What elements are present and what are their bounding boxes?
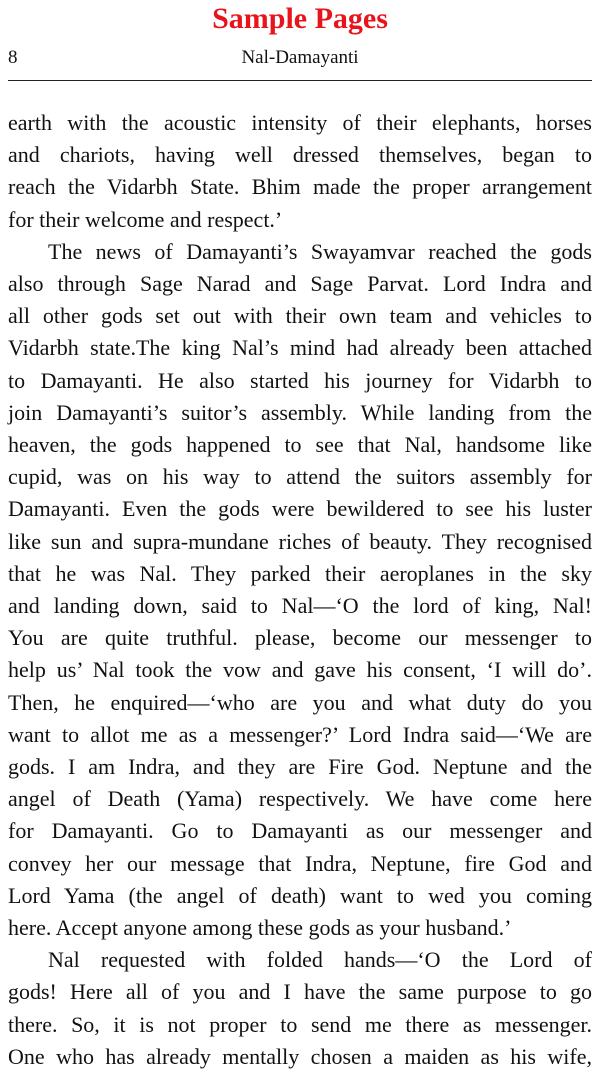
text-line: You are quite truthful. please, become our messenger to	[8, 625, 592, 651]
text-line: cupid, was on his way to attend the suitors assembly for	[8, 464, 592, 490]
text-line: to Damayanti. He also started his journey for Vidarbh to	[8, 367, 592, 393]
text-line: The news of Damayanti’s Swayamvar reached the gods	[48, 238, 592, 264]
text-line: join Damayanti’s suitor’s assembly. While landing from the	[8, 399, 592, 425]
text-line: that he was Nal. They parked their aeroplanes in the sky	[8, 560, 592, 586]
text-line: earth with the acoustic intensity of their elephants, horses	[8, 110, 592, 135]
sample-pages-banner: Sample Pages	[212, 2, 388, 35]
text-line: angel of Death (Yama) respectively. We have come here	[8, 786, 592, 812]
text-line: heaven, the gods happened to see that Nal, handsome like	[8, 432, 592, 458]
text-line: and landing down, said to Nal—‘O the lord of king, Nal!	[8, 593, 592, 619]
text-line: gods. I am Indra, and they are Fire God. Neptune and the	[8, 754, 592, 780]
page-number: 8	[8, 47, 18, 68]
text-line: for their welcome and respect.’	[8, 206, 283, 232]
running-title: Nal-Damayanti	[241, 47, 359, 68]
text-line: One who has already mentally chosen a maiden as his wife,	[8, 1043, 592, 1069]
text-line: here. Accept anyone among these gods as your husband.’	[8, 915, 512, 941]
paragraph	[8, 107, 592, 236]
text-line: want to allot me as a messenger?’ Lord Indra said—‘We are	[8, 721, 592, 747]
paragraph	[8, 944, 592, 1073]
running-header	[0, 44, 600, 72]
text-line: Lord Yama (the angel of death) want to wed you coming	[8, 882, 592, 908]
text-line: all other gods set out with their own team and vehicles to	[8, 303, 592, 329]
text-line: Then, he enquired—‘who are you and what duty do you	[8, 689, 592, 715]
text-line: there. So, it is not proper to send me there as messenger.	[8, 1011, 592, 1037]
text-line: Damayanti. Even the gods were bewildered to see his luster	[8, 496, 592, 522]
text-line: help us’ Nal took the vow and gave his consent, ‘I will do’.	[8, 657, 592, 683]
text-line: reach the Vidarbh State. Bhim made the proper arrangement	[8, 174, 592, 200]
body-text	[8, 107, 592, 1073]
text-line: like sun and supra-mundane riches of beauty. They recognised	[8, 528, 592, 554]
paragraph	[8, 236, 592, 944]
header-rule	[8, 80, 592, 81]
text-line: Nal requested with folded hands—‘O the Lord of	[48, 947, 592, 973]
text-line: gods! Here all of you and I have the same purpose to go	[8, 979, 592, 1005]
text-line: and chariots, having well dressed themselves, began to	[8, 142, 592, 168]
text-line: for Damayanti. Go to Damayanti as our messenger and	[8, 818, 592, 844]
text-line: Vidarbh state.The king Nal’s mind had already been attached	[8, 335, 592, 361]
text-line: convey her our message that Indra, Neptune, fire God and	[8, 850, 592, 876]
text-line: also through Sage Narad and Sage Parvat. Lord Indra and	[8, 271, 592, 297]
